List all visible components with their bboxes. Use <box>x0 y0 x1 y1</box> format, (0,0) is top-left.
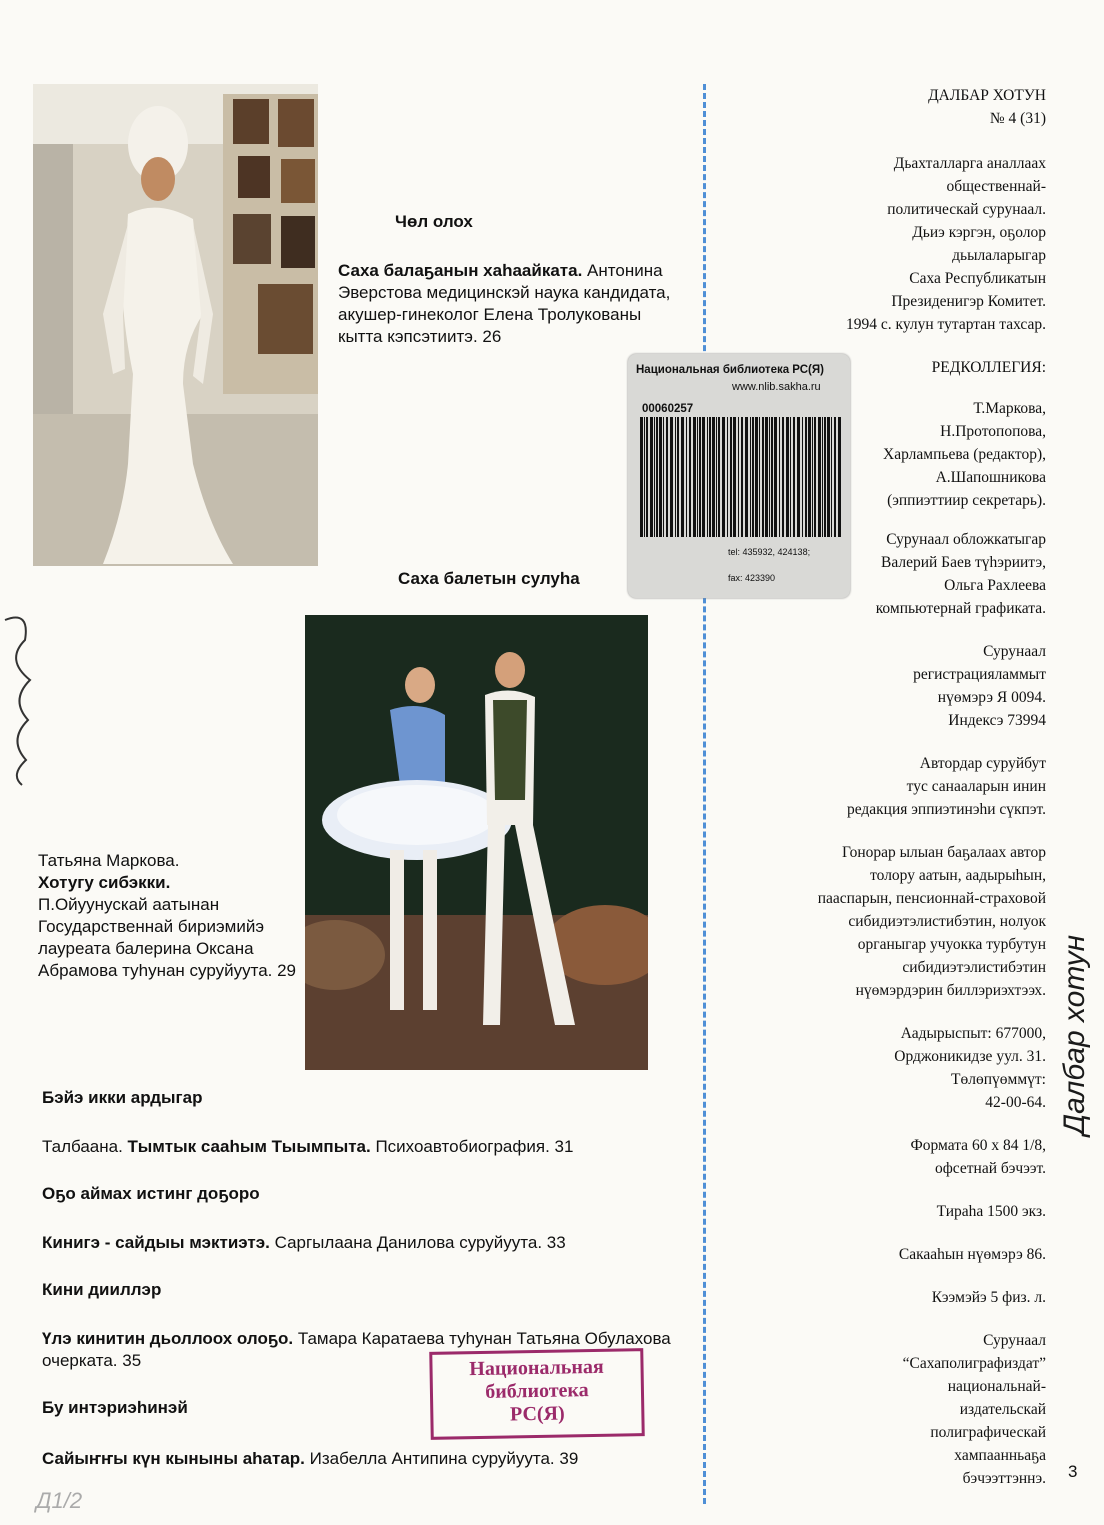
text-line: редакция эппиэтинэһи сүкпэт. <box>846 801 1046 818</box>
section-heading-ballet-star: Саха балетын сулуһа <box>398 569 580 588</box>
text-line: Сурунаал обложкатыгар <box>886 531 1046 548</box>
text-line: Гонорар ылыан баҕалаах автор <box>841 844 1046 861</box>
barcode-bar <box>712 417 715 537</box>
registration-info <box>730 640 1046 732</box>
barcode-bar <box>750 417 751 537</box>
text-line: нүөмэрдэрин биллэриэхтээх. <box>855 982 1046 999</box>
handwritten-note: Д1/2 <box>36 1488 83 1513</box>
text-line: Орджоникидзе уул. 31. <box>894 1048 1046 1065</box>
address-info <box>730 1022 1046 1114</box>
stamp-line: РС(Я) <box>509 1402 565 1426</box>
toc-entry-text: Антонина Эверстова медицинскэй наука кандидата, акушер-гинеколог Елена Тролукованы кытта кэпсэтиитэ. 26 <box>338 261 671 346</box>
barcode-bar <box>693 417 696 537</box>
barcode-bar <box>697 417 698 537</box>
barcode-bar <box>752 417 754 537</box>
toc-entry-sakha-home <box>338 260 678 348</box>
text-line: Индексэ 73994 <box>948 712 1046 729</box>
barcode-bar <box>834 417 836 537</box>
stamp-line: Национальная <box>469 1355 604 1381</box>
toc-entry-summer-sun <box>42 1448 702 1470</box>
barcode-bar <box>699 417 701 537</box>
barcode-graphic <box>640 417 845 537</box>
text-line: компьютернай графиката. <box>875 600 1046 617</box>
magazine-title: ДАЛБАР ХОТУН <box>928 87 1046 104</box>
text-line: Төлөпүөммүт: <box>951 1071 1046 1088</box>
fee-note <box>730 841 1046 1002</box>
issue-number: № 4 (31) <box>989 110 1046 127</box>
barcode-bar <box>745 417 748 537</box>
library-fax: fax: 423390 <box>728 573 776 583</box>
section-heading-between-ourselves: Бэйэ икки ардыгар <box>42 1088 203 1107</box>
text-line: 1994 с. кулун тутартан тахсар. <box>846 316 1046 333</box>
toc-entry-text: Саргылаана Данилова суруйуута. 33 <box>269 1233 566 1252</box>
print-run: Тираһа 1500 экз. <box>936 1203 1046 1220</box>
barcode-bar <box>702 417 705 537</box>
text-line: сибидиэтэлистибэтин <box>902 959 1046 976</box>
barcode-bar <box>675 417 676 537</box>
text-line: общественнай- <box>946 178 1046 195</box>
barcode-bar <box>765 417 768 537</box>
barcode-bar <box>738 417 739 537</box>
barcode-bar <box>782 417 784 537</box>
text-line: сибидиэтэлистибэтин, нолуок <box>848 913 1046 930</box>
text-line: Ольга Рахлеева <box>944 577 1046 594</box>
barcode-bar <box>793 417 795 537</box>
toc-entry-title: Саха балаҕанын хаһаайката. <box>338 261 583 280</box>
toc-entry-title: Хотугу сибэкки. <box>38 873 171 892</box>
text-line: Сурунаал <box>983 1332 1046 1349</box>
text-line: Аадырыспыт: 677000, <box>900 1025 1046 1042</box>
barcode-bar <box>707 417 708 537</box>
barcode-bar <box>640 417 643 537</box>
barcode-bar <box>769 417 770 537</box>
authors-note <box>730 752 1046 821</box>
toc-entry-text: П.Ойуунускай аатынан Государственнай бириэмийэ лауреата балерина Оксана Абрамова туһунан суруйуута. 29 <box>38 895 297 980</box>
barcode-bar <box>656 417 658 537</box>
text-line: Н.Протопопова, <box>940 423 1046 440</box>
text-line: национальнай- <box>947 1378 1046 1395</box>
section-heading-interesting: Бу интэриэһинэй <box>42 1398 188 1417</box>
barcode-bar <box>733 417 736 537</box>
text-line: Харлампьева (редактор), <box>883 446 1046 463</box>
toc-entry-book <box>42 1232 692 1254</box>
barcode-bar <box>686 417 687 537</box>
text-line: А.Шапошникова <box>935 469 1046 486</box>
library-name: Национальная библиотека РС(Я) <box>636 364 824 376</box>
toc-entry-author: Талбаана. <box>42 1137 128 1156</box>
stamp-line: библиотека <box>485 1379 589 1403</box>
text-line: нүөмэрэ Я 0094. <box>937 689 1046 706</box>
toc-entry-northern-flower <box>38 850 300 982</box>
library-barcode-sticker <box>628 354 850 598</box>
section-heading-they-say: Кини дииллэр <box>42 1280 162 1299</box>
barcode-bar <box>759 417 760 537</box>
barcode-bar <box>774 417 777 537</box>
masthead-column <box>730 84 1046 1490</box>
volume-info: Кээмэйэ 5 физ. л. <box>931 1289 1046 1306</box>
toc-entry-author: Татьяна Маркова. <box>38 851 180 870</box>
section-heading-child-friend: Оҕо аймах истинг доҕоро <box>42 1184 260 1203</box>
page-number: 3 <box>1068 1462 1078 1481</box>
barcode-bar <box>730 417 732 537</box>
text-line: Валерий Баев түһэриитэ, <box>881 554 1046 571</box>
format-info <box>730 1134 1046 1180</box>
toc-entry-title: Үлэ кинитин дьоллоох олоҕо. <box>42 1329 294 1348</box>
text-line: дьылаларыгар <box>952 247 1046 264</box>
text-line: 42-00-64. <box>985 1094 1046 1111</box>
barcode-bar <box>677 417 679 537</box>
board-title: РЕДКОЛЛЕГИЯ: <box>931 359 1046 376</box>
toc-entry-text: Тамара Каратаева туһунан Татьяна Обулахова очерката. 35 <box>42 1329 671 1370</box>
toc-entry-title: Тымтык сааһым Тыымпыта. <box>127 1137 371 1156</box>
order-number: Сакааһын нүөмэрэ 86. <box>898 1246 1046 1263</box>
barcode-bar <box>771 417 773 537</box>
barcode-bar <box>716 417 717 537</box>
photo-ballet-dancers <box>305 615 648 1070</box>
barcode-bar <box>802 417 803 537</box>
toc-entry-title: Кинигэ - сайдыы мэктиэтэ. <box>42 1233 270 1252</box>
text-line: Формата 60 х 84 1/8, <box>910 1137 1046 1154</box>
toc-entry-text: Психоавтобиография. 31 <box>370 1137 574 1156</box>
text-line: Президенигэр Комитет. <box>891 293 1046 310</box>
text-line: Дьиэ кэргэн, оҕолор <box>912 224 1046 241</box>
barcode-bar <box>812 417 813 537</box>
masthead-description <box>730 152 1046 336</box>
barcode-bar <box>824 417 826 537</box>
printer-info <box>730 1329 1046 1490</box>
barcode-bar <box>709 417 711 537</box>
barcode-bar <box>818 417 821 537</box>
barcode-bar <box>681 417 684 537</box>
barcode-bar <box>808 417 811 537</box>
barcode-bar <box>762 417 764 537</box>
toc-entry-text: Изабелла Антипина суруйуута. 39 <box>304 1449 579 1468</box>
library-phone: tel: 435932, 424138; <box>728 547 811 557</box>
barcode-bar <box>786 417 789 537</box>
barcode-bar <box>741 417 743 537</box>
text-line: органыгар учуокка турбутун <box>857 936 1046 953</box>
text-line: Дьахталларга аналлаах <box>893 155 1046 172</box>
photo-woman-in-white-dress <box>33 84 318 566</box>
barcode-bar <box>790 417 791 537</box>
barcode-bar <box>827 417 830 537</box>
barcode-bar <box>831 417 832 537</box>
toc-entry-talbaana <box>42 1136 682 1158</box>
text-line: Саха Республикатын <box>909 270 1046 287</box>
text-line: офсетнай бэчээт. <box>935 1160 1046 1177</box>
barcode-bar <box>646 417 648 537</box>
handwritten-margin-signature <box>0 600 40 790</box>
text-line: пааспарын, пенсионнай-страховой <box>817 890 1046 907</box>
barcode-bar <box>779 417 780 537</box>
barcode-bar <box>822 417 823 537</box>
text-line: регистрацияламмыт <box>913 666 1046 683</box>
column-divider <box>703 84 706 1504</box>
barcode-bar <box>797 417 800 537</box>
barcode-bar <box>650 417 653 537</box>
barcode-number: 00060257 <box>642 403 694 415</box>
text-line: тус санааларын инин <box>906 778 1046 795</box>
barcode-bar <box>722 417 725 537</box>
text-line: Автордар суруйбут <box>919 755 1046 772</box>
text-line: Т.Маркова, <box>973 400 1046 417</box>
barcode-bar <box>644 417 645 537</box>
text-line: (эппиэттиир секретарь). <box>887 492 1046 509</box>
barcode-bar <box>663 417 664 537</box>
barcode-bar <box>718 417 720 537</box>
library-url: www.nlib.sakha.ru <box>732 381 821 393</box>
text-line: хампаанньаҕа <box>954 1447 1046 1464</box>
barcode-bar <box>838 417 841 537</box>
toc-entry-title: Сайыҥҥы күн кыныны аhатар. <box>42 1449 305 1468</box>
barcode-bar <box>805 417 807 537</box>
barcode-bar <box>659 417 662 537</box>
text-line: полиграфическай <box>930 1424 1046 1441</box>
text-line: политическай сурунаал. <box>887 201 1046 218</box>
text-line: “Сахаполиграфиздат” <box>902 1355 1046 1372</box>
barcode-bar <box>666 417 668 537</box>
text-line: Сурунаал <box>983 643 1046 660</box>
barcode-bar <box>689 417 691 537</box>
barcode-bar <box>814 417 816 537</box>
vertical-magazine-title: Далбар хотун <box>1058 934 1091 1135</box>
barcode-bar <box>670 417 673 537</box>
barcode-bar <box>654 417 655 537</box>
text-line: толору аатын, аадырыһын, <box>870 867 1046 884</box>
barcode-bar <box>727 417 728 537</box>
text-line: бэчээттэннэ. <box>962 1470 1046 1487</box>
text-line: издательскай <box>959 1401 1046 1418</box>
barcode-bar <box>755 417 758 537</box>
section-heading-healthy-life: Чөл олох <box>395 212 473 231</box>
library-stamp <box>429 1348 645 1440</box>
